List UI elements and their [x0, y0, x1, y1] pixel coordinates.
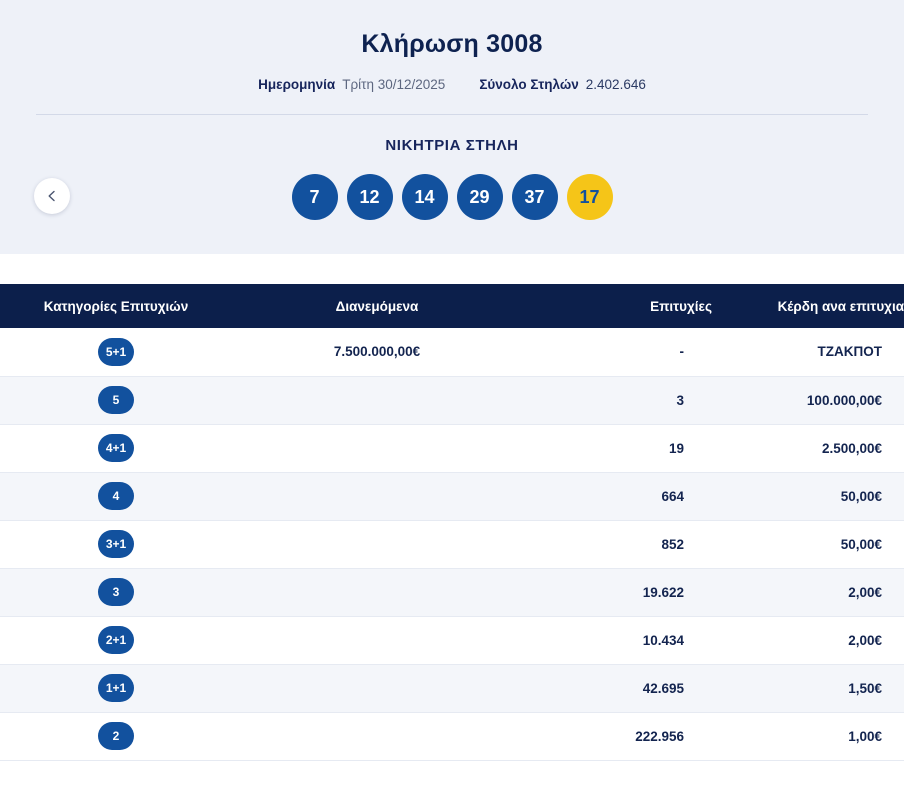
- wins-cell: 10.434: [522, 616, 712, 664]
- category-cell: [0, 328, 232, 376]
- prize-cell: 50,00€: [712, 472, 904, 520]
- category-badge: 4: [98, 482, 134, 510]
- winning-number-ball: 12: [347, 174, 393, 220]
- draw-meta: [0, 77, 904, 92]
- draw-date: [258, 77, 445, 92]
- winning-numbers: [0, 174, 904, 220]
- winning-number-ball: 37: [512, 174, 558, 220]
- wins-cell: 19.622: [522, 568, 712, 616]
- table-row: [0, 520, 904, 568]
- bonus-number-ball: 17: [567, 174, 613, 220]
- column-header-distributed: Διανεμόμενα: [232, 284, 522, 328]
- header-divider: [36, 114, 868, 115]
- chevron-left-icon: [46, 190, 58, 202]
- category-badge: 5: [98, 386, 134, 414]
- category-cell: [0, 568, 232, 616]
- wins-cell: 852: [522, 520, 712, 568]
- table-row: [0, 568, 904, 616]
- draw-panel: [0, 0, 904, 254]
- prize-cell: 1,00€: [712, 712, 904, 760]
- table-row: [0, 664, 904, 712]
- category-cell: [0, 664, 232, 712]
- results-table-head: [0, 284, 904, 328]
- distributed-cell: [232, 664, 522, 712]
- prize-cell: 2.500,00€: [712, 424, 904, 472]
- category-cell: [0, 616, 232, 664]
- distributed-cell: [232, 376, 522, 424]
- prize-cell: 100.000,00€: [712, 376, 904, 424]
- category-cell: [0, 376, 232, 424]
- prize-cell: ΤΖΑΚΠΟΤ: [712, 328, 904, 376]
- distributed-cell: [232, 472, 522, 520]
- wins-cell: 222.956: [522, 712, 712, 760]
- category-cell: [0, 520, 232, 568]
- distributed-cell: [232, 424, 522, 472]
- table-header-row: [0, 284, 904, 328]
- winning-row-label: ΝΙΚΗΤΡΙΑ ΣΤΗΛΗ: [385, 137, 519, 154]
- distributed-cell: [232, 520, 522, 568]
- category-badge: 4+1: [98, 434, 134, 462]
- category-badge: 1+1: [98, 674, 134, 702]
- prize-cell: 50,00€: [712, 520, 904, 568]
- wins-cell: 19: [522, 424, 712, 472]
- category-cell: [0, 712, 232, 760]
- draw-columns: [479, 77, 646, 92]
- prize-cell: 1,50€: [712, 664, 904, 712]
- distributed-cell: [232, 568, 522, 616]
- draw-columns-value: 2.402.646: [585, 77, 646, 92]
- distributed-cell: 7.500.000,00€: [232, 328, 522, 376]
- column-header-category: Κατηγορίες Επιτυχιών: [0, 284, 232, 328]
- wins-cell: 3: [522, 376, 712, 424]
- prize-cell: 2,00€: [712, 616, 904, 664]
- table-row: [0, 424, 904, 472]
- previous-draw-button[interactable]: [34, 178, 70, 214]
- category-badge: 2: [98, 722, 134, 750]
- table-row: [0, 472, 904, 520]
- page-title: Κλήρωση 3008: [361, 30, 543, 58]
- winning-number-ball: 7: [292, 174, 338, 220]
- prize-cell: 2,00€: [712, 568, 904, 616]
- category-badge: 3+1: [98, 530, 134, 558]
- table-row: [0, 712, 904, 760]
- distributed-cell: [232, 712, 522, 760]
- results-table-body: [0, 328, 904, 760]
- winning-number-ball: 29: [457, 174, 503, 220]
- category-cell: [0, 472, 232, 520]
- category-badge: 3: [98, 578, 134, 606]
- distributed-cell: [232, 616, 522, 664]
- category-cell: [0, 424, 232, 472]
- wins-cell: -: [522, 328, 712, 376]
- column-header-wins: Επιτυχίες: [522, 284, 712, 328]
- table-row: [0, 616, 904, 664]
- winning-number-ball: 14: [402, 174, 448, 220]
- draw-date-label: Ημερομηνία: [258, 77, 336, 92]
- wins-cell: 664: [522, 472, 712, 520]
- draw-date-value: Τρίτη 30/12/2025: [342, 77, 446, 92]
- category-badge: 2+1: [98, 626, 134, 654]
- table-row: [0, 376, 904, 424]
- category-badge: 5+1: [98, 338, 134, 366]
- column-header-prize: Κέρδη ανα επιτυχια: [712, 284, 904, 328]
- table-row: [0, 328, 904, 376]
- results-table-wrap: [0, 284, 904, 761]
- draw-columns-label: Σύνολο Στηλών: [479, 77, 579, 92]
- results-table: [0, 284, 904, 761]
- wins-cell: 42.695: [522, 664, 712, 712]
